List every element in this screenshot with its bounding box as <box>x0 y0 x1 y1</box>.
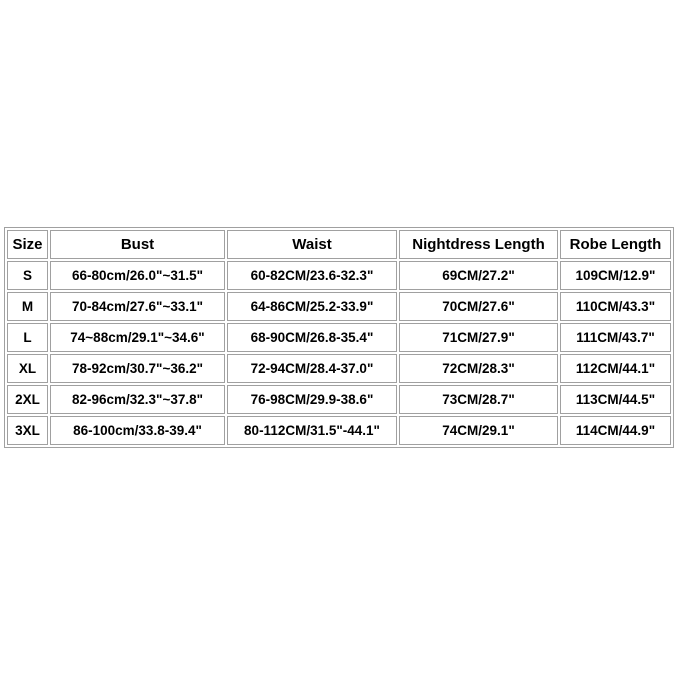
table-row-xl <box>7 354 671 383</box>
waist-cell: 60-82CM/23.6-32.3" <box>227 261 397 290</box>
header-row <box>7 230 671 259</box>
robe-length-cell: 113CM/44.5" <box>560 385 671 414</box>
nightdress-length-cell: 70CM/27.6" <box>399 292 558 321</box>
table-row-2xl <box>7 385 671 414</box>
nightdress-length-cell: 69CM/27.2" <box>399 261 558 290</box>
bust-cell: 86-100cm/33.8-39.4" <box>50 416 225 445</box>
size-chart-container <box>4 227 674 448</box>
nightdress-length-cell: 74CM/29.1" <box>399 416 558 445</box>
table-row-s <box>7 261 671 290</box>
robe-length-cell: 109CM/12.9" <box>560 261 671 290</box>
nightdress-length-cell: 72CM/28.3" <box>399 354 558 383</box>
bust-cell: 70-84cm/27.6"~33.1" <box>50 292 225 321</box>
waist-cell: 64-86CM/25.2-33.9" <box>227 292 397 321</box>
waist-cell: 76-98CM/29.9-38.6" <box>227 385 397 414</box>
waist-cell: 68-90CM/26.8-35.4" <box>227 323 397 352</box>
size-cell: S <box>7 261 48 290</box>
bust-cell: 78-92cm/30.7"~36.2" <box>50 354 225 383</box>
table-row-l <box>7 323 671 352</box>
column-header-robe-length: Robe Length <box>560 230 671 259</box>
table-row-m <box>7 292 671 321</box>
waist-cell: 72-94CM/28.4-37.0" <box>227 354 397 383</box>
column-header-bust: Bust <box>50 230 225 259</box>
robe-length-cell: 111CM/43.7" <box>560 323 671 352</box>
size-chart-table <box>4 227 674 448</box>
waist-cell: 80-112CM/31.5"-44.1" <box>227 416 397 445</box>
size-cell: M <box>7 292 48 321</box>
robe-length-cell: 114CM/44.9" <box>560 416 671 445</box>
size-cell: L <box>7 323 48 352</box>
robe-length-cell: 110CM/43.3" <box>560 292 671 321</box>
bust-cell: 66-80cm/26.0"~31.5" <box>50 261 225 290</box>
nightdress-length-cell: 71CM/27.9" <box>399 323 558 352</box>
size-cell: 2XL <box>7 385 48 414</box>
table-row-3xl <box>7 416 671 445</box>
nightdress-length-cell: 73CM/28.7" <box>399 385 558 414</box>
size-cell: XL <box>7 354 48 383</box>
column-header-waist: Waist <box>227 230 397 259</box>
column-header-size: Size <box>7 230 48 259</box>
bust-cell: 82-96cm/32.3"~37.8" <box>50 385 225 414</box>
column-header-nightdress-length: Nightdress Length <box>399 230 558 259</box>
robe-length-cell: 112CM/44.1" <box>560 354 671 383</box>
size-cell: 3XL <box>7 416 48 445</box>
bust-cell: 74~88cm/29.1"~34.6" <box>50 323 225 352</box>
